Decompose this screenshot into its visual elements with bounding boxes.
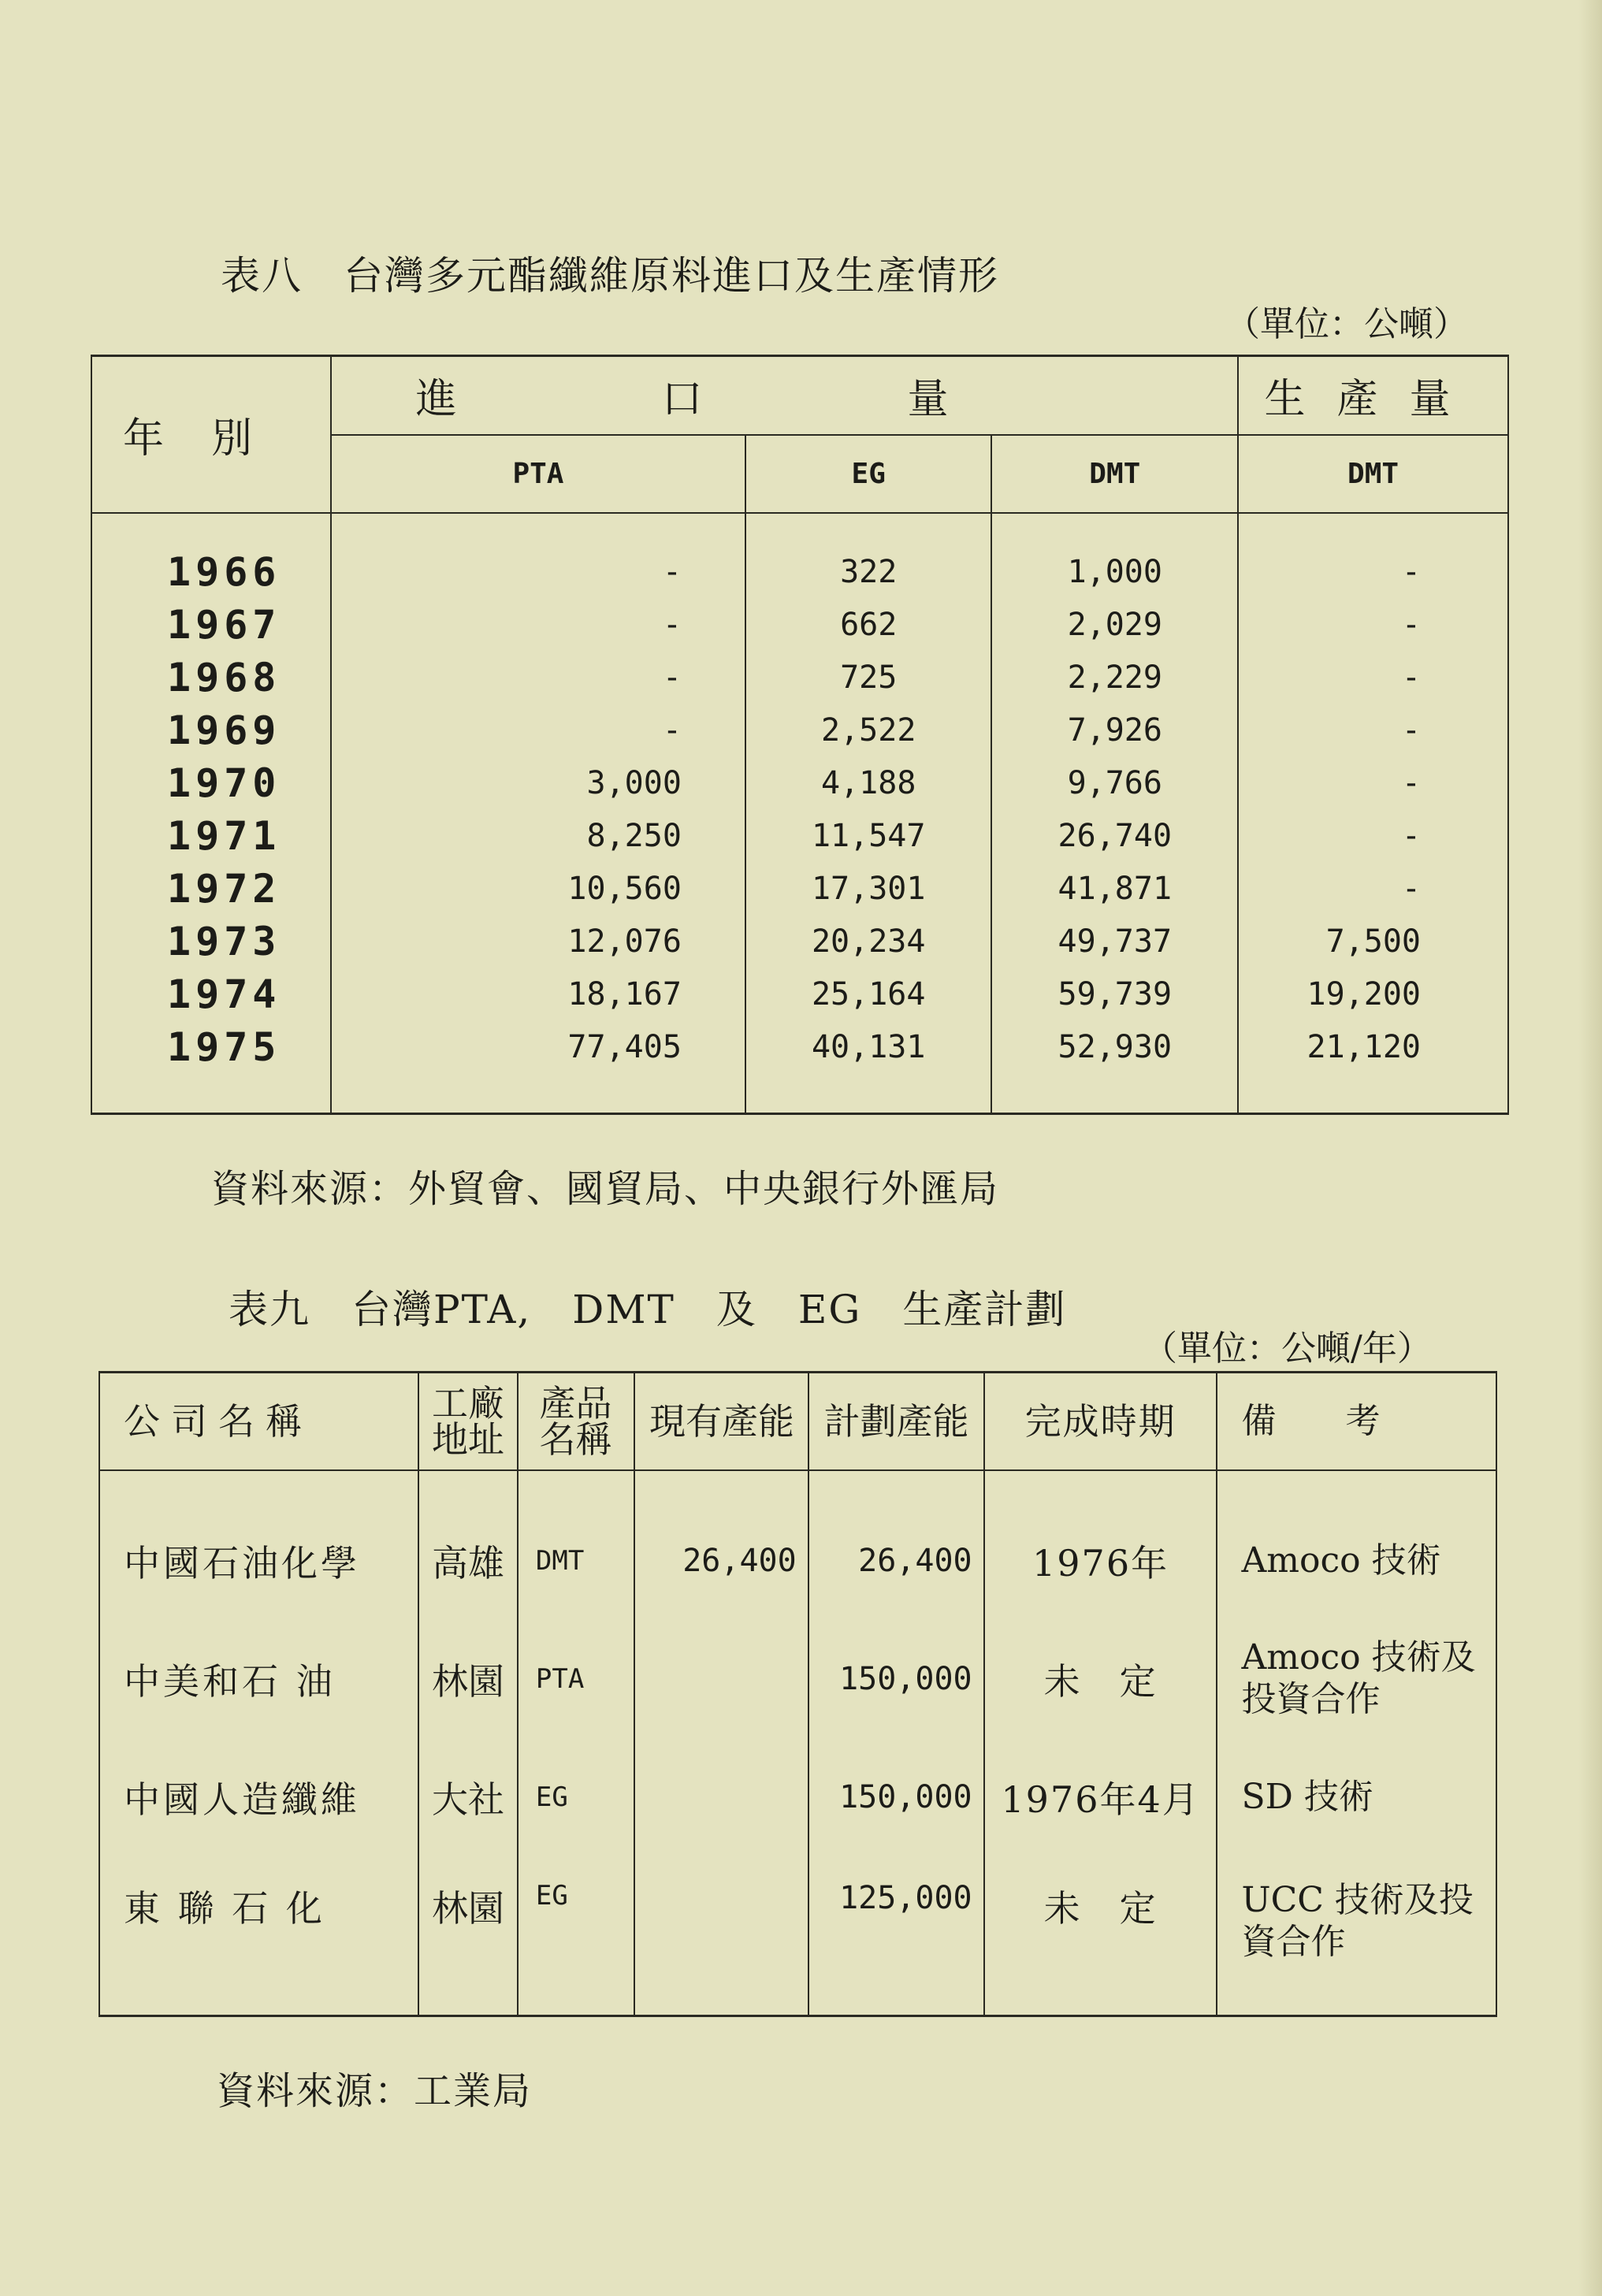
pta-cell: - (331, 513, 745, 598)
remarks-cell: Amoco 技術 (1217, 1470, 1496, 1620)
product-cell: EG (518, 1856, 634, 2016)
dmt-cell: 2,029 (991, 598, 1238, 651)
pta-cell: 10,560 (331, 862, 745, 915)
table8-title: 表八 台灣多元酯纖維原料進口及生產情形 (221, 253, 999, 299)
table-row (91, 1020, 1508, 1114)
table-row (91, 809, 1508, 862)
product-cell: DMT (518, 1470, 634, 1620)
dmt-cell: 41,871 (991, 862, 1238, 915)
table-row (91, 968, 1508, 1020)
table-row (91, 915, 1508, 968)
pta-cell: - (331, 598, 745, 651)
header-location (418, 1373, 518, 1471)
header-production: 生產量 (1238, 356, 1508, 435)
header-product-line1: 產品 (539, 1382, 612, 1425)
year-cell: 1968 (91, 651, 331, 704)
eg-cell: 17,301 (745, 862, 992, 915)
planned-capacity-cell: 125,000 (808, 1856, 984, 2016)
eg-cell: 662 (745, 598, 992, 651)
dmt-cell: 49,737 (991, 915, 1238, 968)
remarks-cell: SD 技術 (1217, 1738, 1496, 1856)
completion-cell: 1976年 (984, 1470, 1217, 1620)
product-cell: PTA (518, 1620, 634, 1738)
header-product (518, 1373, 634, 1471)
header-planned-capacity: 計劃產能 (808, 1373, 984, 1471)
subheader-dmt-import: DMT (991, 435, 1238, 514)
pta-cell: - (331, 651, 745, 704)
location-cell: 大社 (418, 1738, 518, 1856)
production-cell: 21,120 (1238, 1020, 1508, 1114)
page-edge (1578, 0, 1602, 2296)
eg-cell: 25,164 (745, 968, 992, 1020)
table-row (99, 1620, 1496, 1738)
current-capacity-cell (634, 1738, 808, 1856)
year-cell: 1974 (91, 968, 331, 1020)
company-cell: 中美和石 油 (99, 1620, 418, 1738)
planned-capacity-cell: 26,400 (808, 1470, 984, 1620)
eg-cell: 11,547 (745, 809, 992, 862)
completion-cell: 未 定 (984, 1856, 1217, 2016)
dmt-cell: 2,229 (991, 651, 1238, 704)
table8-unit: （單位：公噸） (1225, 304, 1468, 344)
pta-cell: - (331, 704, 745, 756)
production-cell: 19,200 (1238, 968, 1508, 1020)
year-cell: 1971 (91, 809, 331, 862)
company-cell: 中國人造纖維 (99, 1738, 418, 1856)
production-cell: - (1238, 651, 1508, 704)
header-company: 公司名稱 (99, 1373, 418, 1471)
pta-cell: 3,000 (331, 756, 745, 809)
header-current-capacity: 現有產能 (634, 1373, 808, 1471)
subheader-dmt-production: DMT (1238, 435, 1508, 514)
table8-source: 資料來源：外貿會、國貿局、中央銀行外匯局 (211, 1167, 1000, 1211)
table-row (99, 1470, 1496, 1620)
header-import (331, 356, 1238, 435)
dmt-cell: 26,740 (991, 809, 1238, 862)
location-cell: 林園 (418, 1620, 518, 1738)
table-row (99, 1856, 1496, 2016)
pta-cell: 12,076 (331, 915, 745, 968)
planned-capacity-cell: 150,000 (808, 1620, 984, 1738)
dmt-cell: 52,930 (991, 1020, 1238, 1114)
table-row (91, 513, 1508, 598)
header-remarks: 備 考 (1217, 1373, 1496, 1471)
table-row (91, 598, 1508, 651)
current-capacity-cell: 26,400 (634, 1470, 808, 1620)
completion-cell: 未 定 (984, 1620, 1217, 1738)
company-cell: 中國石油化學 (99, 1470, 418, 1620)
year-cell: 1967 (91, 598, 331, 651)
table-row (91, 756, 1508, 809)
table-row (91, 862, 1508, 915)
dmt-cell: 7,926 (991, 704, 1238, 756)
production-cell: - (1238, 809, 1508, 862)
subheader-eg: EG (745, 435, 992, 514)
production-cell: 7,500 (1238, 915, 1508, 968)
header-year: 年別 (91, 356, 331, 514)
header-completion: 完成時期 (984, 1373, 1217, 1471)
year-cell: 1973 (91, 915, 331, 968)
current-capacity-cell (634, 1620, 808, 1738)
production-cell: - (1238, 598, 1508, 651)
eg-cell: 725 (745, 651, 992, 704)
production-cell: - (1238, 862, 1508, 915)
header-location-line1: 工廠 (432, 1382, 505, 1425)
pta-cell: 18,167 (331, 968, 745, 1020)
completion-cell: 1976年4月 (984, 1738, 1217, 1856)
pta-cell: 77,405 (331, 1020, 745, 1114)
location-cell: 林園 (418, 1856, 518, 2016)
year-cell: 1966 (91, 513, 331, 598)
company-cell: 東 聯 石 化 (99, 1856, 418, 2016)
header-product-line2: 名稱 (539, 1418, 612, 1461)
year-cell: 1970 (91, 756, 331, 809)
year-cell: 1975 (91, 1020, 331, 1114)
production-cell: - (1238, 513, 1508, 598)
planned-capacity-cell: 150,000 (808, 1738, 984, 1856)
year-cell: 1972 (91, 862, 331, 915)
production-cell: - (1238, 756, 1508, 809)
table-row (91, 704, 1508, 756)
table9 (98, 1371, 1497, 2017)
remarks-cell: Amoco 技術及投資合作 (1217, 1620, 1496, 1738)
location-cell: 高雄 (418, 1470, 518, 1620)
pta-cell: 8,250 (331, 809, 745, 862)
header-import-label: 進口量 (415, 376, 1154, 424)
remarks-cell: UCC 技術及投資合作 (1217, 1856, 1496, 2016)
eg-cell: 2,522 (745, 704, 992, 756)
dmt-cell: 9,766 (991, 756, 1238, 809)
table8 (91, 355, 1509, 1115)
table9-unit: （單位：公噸/年） (1143, 1328, 1432, 1369)
table9-source: 資料來源：工業局 (217, 2069, 533, 2113)
product-cell: EG (518, 1738, 634, 1856)
year-cell: 1969 (91, 704, 331, 756)
table-row (91, 651, 1508, 704)
current-capacity-cell (634, 1856, 808, 2016)
dmt-cell: 59,739 (991, 968, 1238, 1020)
production-cell: - (1238, 704, 1508, 756)
dmt-cell: 1,000 (991, 513, 1238, 598)
eg-cell: 40,131 (745, 1020, 992, 1114)
header-location-line2: 地址 (432, 1418, 505, 1461)
table9-title: 表九 台灣PTA, DMT 及 EG 生產計劃 (229, 1287, 1067, 1332)
eg-cell: 20,234 (745, 915, 992, 968)
eg-cell: 4,188 (745, 756, 992, 809)
table-row (99, 1738, 1496, 1856)
eg-cell: 322 (745, 513, 992, 598)
subheader-pta: PTA (331, 435, 745, 514)
